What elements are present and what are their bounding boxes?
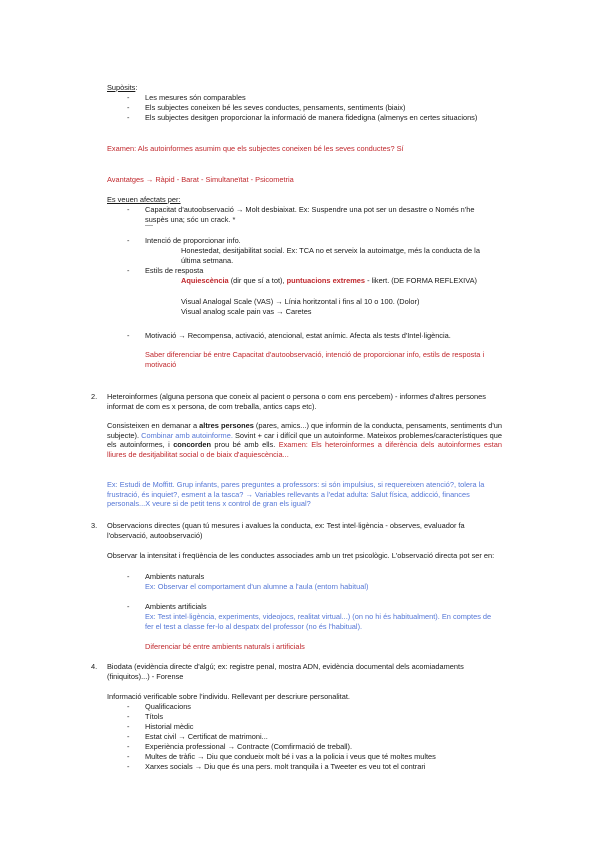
section-title: Heteroinformes (alguna persona que coneix al pacient o persona o com ens percebem) - informes d'altres persones informat de com es x persona, de com treballa, antics caps etc).: [107, 392, 486, 411]
list-item: Multes de tràfic → Diu que condueix molt bé i vas a la policia i veus que té moltes multes: [145, 752, 436, 761]
bullet: -: [127, 205, 130, 214]
bullet: -: [127, 572, 130, 581]
list-item: Capacitat d'autoobservació → Molt desbiaixat. Ex: Suspendre una pot ser un desastre o Només n'he suspès una; sóc un crack. *: [145, 205, 475, 224]
section-number: 4.: [91, 662, 98, 671]
list-item: Xarxes socials → Diu que és una pers. molt tranquila i a Tweeter es veu tot el contrari: [145, 762, 426, 771]
exam-note: Saber diferenciar bé entre Capacitat d'autoobservació, intenció de proporcionar info, estils de resposta i motivació: [145, 350, 485, 369]
example-text: Ex: Test intel·ligència, experiments, videojocs, realitat virtual...) (on no hi és habitualment). En comptes de fer el test a classe fer-lo al despatx del professor (no és l'habitual).: [145, 612, 492, 631]
bullet: -: [127, 712, 130, 721]
list-item: Estat civil → Certificat de matrimoni...: [145, 732, 268, 741]
section-number: 2.: [91, 392, 98, 401]
list-item: Intenció de proporcionar info.: [145, 236, 241, 245]
example-text: Ex: Estudi de Moffitt. Grup infants, pares preguntes a professors: si són impulsius, si requereixen atenció?, tolera la frustració, és inquiet?, esment a la tasca? → Variables rellevants a l'edat adulta: Salut física, addicció, finances personals...X veure si de petit tens x control de gran els igual?: [107, 480, 485, 509]
bullet: -: [127, 732, 130, 741]
list-item: Qualificacions: [145, 702, 192, 711]
avantatges: Avantatges → Ràpid - Barat - Simultaneïtat - Psicometria: [107, 175, 294, 184]
list-item: Els subjectes coneixen bé les seves conductes, pensaments, sentiments (biaix): [145, 103, 406, 112]
list-item: Ambients naturals: [145, 572, 205, 581]
paragraph: Informació verificable sobre l'individu. Rellevant per descriure personalitat.: [107, 692, 350, 701]
list-item: Els subjectes desitgen proporcionar la informació de manera fidedigna (almenys en certes situacions): [145, 113, 478, 122]
bullet: -: [127, 103, 130, 112]
section-title: Biodata (evidència directe d'algú; ex: registre penal, mostra ADN, evidència documental dels acomiadaments (finiquitos)...) - Forense: [107, 662, 464, 681]
list-item: Títols: [145, 712, 164, 721]
list-item: Experiència professional → Contracte (Comfirmació de treball).: [145, 742, 353, 751]
bullet: -: [127, 742, 130, 751]
list-item: Ambients artificials: [145, 602, 207, 611]
paragraph: Observar la intensitat i freqüència de les conductes associades amb un tret psicològic. L'observació directa pot ser en:: [107, 551, 495, 560]
exam-note: Examen: Als autoinformes asumim que els subjectes coneixen bé les seves conductes? Sí: [107, 144, 404, 153]
bullet: -: [127, 602, 130, 611]
detail-text: Visual Analogal Scale (VAS) → Línia horitzontal i fins al 10 o 100. (Dolor): [181, 297, 420, 306]
bullet: -: [127, 236, 130, 245]
bullet: -: [127, 702, 130, 711]
detail-text: Honestedat, desitjabilitat social. Ex: TCA no et serveix la autoimatge, més la conducta de la última setmana.: [181, 246, 480, 265]
paragraph: Consisteixen en demanar a altres persones (pares, amics...) que informin de la conducta, pensaments, sentiments d'un subjecte). Combinar amb autoinforme. Sovint + car i difícil que un autoinforme. Mateixos problemes/característiques que els autoinformes, i concorden prou bé amb ells. Examen: Els heteroinformes a diferència dels autoinformes estan lliures de desitjabilitat social o de biaix d'aquiescència...: [107, 421, 503, 459]
detail-text: Aquiescència (dir que sí a tot), puntuacions extremes - likert. (DE FORMA REFLEXIVA): [181, 276, 477, 285]
list-item: Historial mèdic: [145, 722, 194, 731]
bullet: -: [127, 331, 130, 340]
bullet: -: [127, 113, 130, 122]
list-item: Motivació → Recompensa, activació, atencional, estat anímic. Afecta als tests d'Intel·ligència.: [145, 331, 451, 340]
section-title: Observacions directes (quan tú mesures i avalues la conducta, ex: Test intel·ligència - observes, evaluador fa l'observació, autoobservació): [107, 521, 465, 540]
suposits-heading: Supòsits:: [107, 83, 138, 92]
bullet: -: [127, 93, 130, 102]
afectats-heading: Es veuen afectats per:: [107, 195, 181, 204]
bullet: -: [127, 762, 130, 771]
bullet: -: [127, 752, 130, 761]
mark: ----: [145, 223, 153, 229]
exam-note: Diferenciar bé entre ambients naturals i artificials: [145, 642, 305, 651]
list-item: Les mesures són comparables: [145, 93, 246, 102]
bullet: -: [127, 266, 130, 275]
section-number: 3.: [91, 521, 98, 530]
detail-text: Visual analog scale pain vas → Caretes: [181, 307, 312, 316]
bullet: -: [127, 722, 130, 731]
example-text: Ex: Observar el comportament d'un alumne a l'aula (entorn habitual): [145, 582, 369, 591]
list-item: Estils de resposta: [145, 266, 204, 275]
